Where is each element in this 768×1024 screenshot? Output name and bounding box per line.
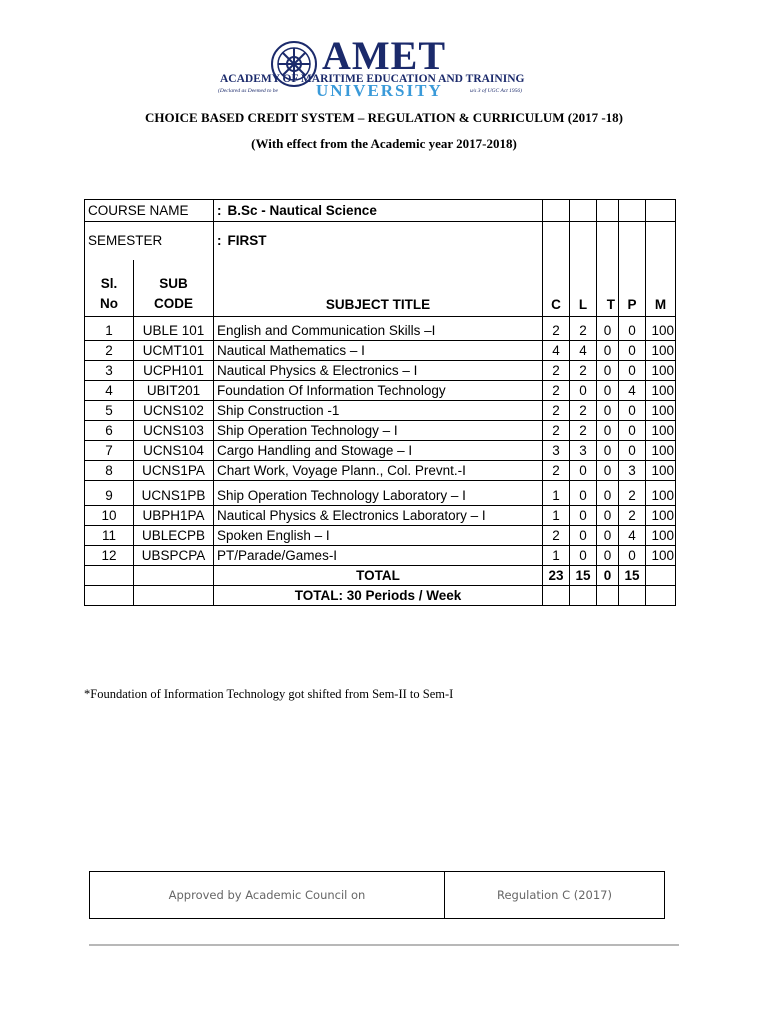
t-cell: 0 xyxy=(597,526,619,546)
p-cell: 2 xyxy=(619,506,646,526)
table-row xyxy=(85,381,676,401)
t-cell: 0 xyxy=(597,381,619,401)
logo-wordmark: AMET xyxy=(322,33,446,78)
p-cell: 0 xyxy=(619,317,646,341)
table-row xyxy=(85,441,676,461)
empty-cell xyxy=(570,586,597,606)
code-cell: UCNS1PB xyxy=(134,481,214,506)
course-name-label: COURSE NAME xyxy=(85,200,214,222)
t-cell: 0 xyxy=(597,341,619,361)
amet-logo xyxy=(218,33,540,104)
table-row xyxy=(85,526,676,546)
credits-header: C xyxy=(543,260,570,317)
table-row xyxy=(85,546,676,566)
sl-cell: 4 xyxy=(85,381,134,401)
code-cell: UCPH101 xyxy=(134,361,214,381)
title-cell: Nautical Physics & Electronics Laboratory – I xyxy=(214,506,543,526)
empty-cell xyxy=(619,586,646,606)
sl-cell: 10 xyxy=(85,506,134,526)
p-cell: 0 xyxy=(619,546,646,566)
l-cell: 0 xyxy=(570,546,597,566)
sl-cell: 9 xyxy=(85,481,134,506)
l-cell: 2 xyxy=(570,421,597,441)
subject-title-header: SUBJECT TITLE xyxy=(214,260,543,317)
t-cell: 0 xyxy=(597,317,619,341)
c-cell: 2 xyxy=(543,317,570,341)
empty-cell xyxy=(646,222,676,261)
empty-cell xyxy=(619,222,646,261)
code-cell: UBLE 101 xyxy=(134,317,214,341)
title-cell: Ship Operation Technology Laboratory – I xyxy=(214,481,543,506)
semester-label: SEMESTER xyxy=(85,222,214,261)
l-cell: 3 xyxy=(570,441,597,461)
sl-cell: 2 xyxy=(85,341,134,361)
p-cell: 0 xyxy=(619,421,646,441)
code-cell: UCNS104 xyxy=(134,441,214,461)
tutorial-header: T xyxy=(597,260,619,317)
total-l: 15 xyxy=(570,566,597,586)
sl-cell: 12 xyxy=(85,546,134,566)
title-cell: Ship Operation Technology – I xyxy=(214,421,543,441)
code-cell: UCMT101 xyxy=(134,341,214,361)
l-cell: 0 xyxy=(570,526,597,546)
c-cell: 3 xyxy=(543,441,570,461)
table-row xyxy=(85,341,676,361)
code-cell: UBSPCPA xyxy=(134,546,214,566)
logo-university-word: UNIVERSITY xyxy=(316,81,443,100)
semester-colon: : xyxy=(217,233,222,248)
p-cell: 4 xyxy=(619,526,646,546)
empty-cell xyxy=(619,200,646,222)
c-cell: 4 xyxy=(543,341,570,361)
logo-tagline-right: u/s 3 of UGC Act 1956) xyxy=(470,88,522,94)
m-cell: 100 xyxy=(646,526,676,546)
table-row xyxy=(85,361,676,381)
regulation-text: Regulation C (2017) xyxy=(497,888,612,902)
m-cell: 100 xyxy=(646,441,676,461)
table-row xyxy=(85,461,676,481)
title-cell: Nautical Physics & Electronics – I xyxy=(214,361,543,381)
title-cell: Ship Construction -1 xyxy=(214,401,543,421)
sl-cell: 11 xyxy=(85,526,134,546)
m-cell: 100 xyxy=(646,421,676,441)
logo-tagline-left: (Declared as Deemed to be xyxy=(218,88,278,94)
code-cell: UBLECPB xyxy=(134,526,214,546)
l-cell: 4 xyxy=(570,341,597,361)
t-cell: 0 xyxy=(597,401,619,421)
curriculum-table xyxy=(84,199,676,606)
p-cell: 0 xyxy=(619,341,646,361)
code-cell: UBIT201 xyxy=(134,381,214,401)
approved-by-text: Approved by Academic Council on xyxy=(90,872,445,918)
p-cell: 3 xyxy=(619,461,646,481)
footnote: *Foundation of Information Technology got shifted from Sem-II to Sem-I xyxy=(84,687,454,701)
l-cell: 2 xyxy=(570,401,597,421)
semester-value: FIRST xyxy=(227,233,267,248)
sl-cell: 1 xyxy=(85,317,134,341)
empty-cell xyxy=(543,200,570,222)
c-cell: 2 xyxy=(543,361,570,381)
total-row xyxy=(85,566,676,586)
total-label: TOTAL xyxy=(214,566,543,586)
empty-cell xyxy=(646,586,676,606)
sl-cell: 3 xyxy=(85,361,134,381)
sub-code-header xyxy=(134,260,214,317)
approval-footer xyxy=(89,871,665,919)
m-cell: 100 xyxy=(646,317,676,341)
p-cell: 4 xyxy=(619,381,646,401)
t-cell: 0 xyxy=(597,546,619,566)
c-cell: 2 xyxy=(543,381,570,401)
empty-cell xyxy=(570,222,597,261)
document-title: CHOICE BASED CREDIT SYSTEM – REGULATION & CURRICULUM (2017 -18) xyxy=(144,110,624,125)
title-cell: Chart Work, Voyage Plann., Col. Prevnt.-I xyxy=(214,461,543,481)
p-cell: 2 xyxy=(619,481,646,506)
m-cell: 100 xyxy=(646,461,676,481)
periods-row xyxy=(85,586,676,606)
c-cell: 1 xyxy=(543,506,570,526)
course-name-value: B.Sc - Nautical Science xyxy=(227,202,377,218)
t-cell: 0 xyxy=(597,441,619,461)
lecture-header: L xyxy=(570,260,597,317)
code-cell: UCNS103 xyxy=(134,421,214,441)
sl-cell: 7 xyxy=(85,441,134,461)
sl-header-line2: No xyxy=(100,296,118,311)
p-cell: 0 xyxy=(619,361,646,381)
table-row xyxy=(85,506,676,526)
empty-cell xyxy=(134,566,214,586)
title-cell: English and Communication Skills –I xyxy=(214,317,543,341)
empty-cell xyxy=(570,200,597,222)
table-row xyxy=(85,317,676,341)
empty-cell xyxy=(85,566,134,586)
course-name-cell xyxy=(214,200,543,222)
total-t: 0 xyxy=(597,566,619,586)
p-cell: 0 xyxy=(619,401,646,421)
empty-cell xyxy=(543,586,570,606)
code-cell: UCNS1PA xyxy=(134,461,214,481)
m-cell: 100 xyxy=(646,361,676,381)
empty-cell xyxy=(85,586,134,606)
semester-cell xyxy=(214,222,543,261)
page-divider xyxy=(89,944,679,946)
sl-cell: 6 xyxy=(85,421,134,441)
c-cell: 1 xyxy=(543,481,570,506)
semester-row xyxy=(85,222,676,261)
title-cell: Spoken English – I xyxy=(214,526,543,546)
c-cell: 1 xyxy=(543,546,570,566)
l-cell: 2 xyxy=(570,317,597,341)
code-header-line1: SUB xyxy=(159,276,188,291)
l-cell: 0 xyxy=(570,506,597,526)
periods-per-week: TOTAL: 30 Periods / Week xyxy=(214,586,543,606)
column-header-row xyxy=(85,260,676,317)
code-cell: UBPH1PA xyxy=(134,506,214,526)
t-cell: 0 xyxy=(597,481,619,506)
m-cell: 100 xyxy=(646,481,676,506)
table-row xyxy=(85,481,676,506)
sl-cell: 8 xyxy=(85,461,134,481)
table-row xyxy=(85,401,676,421)
c-cell: 2 xyxy=(543,461,570,481)
l-cell: 0 xyxy=(570,461,597,481)
m-cell: 100 xyxy=(646,341,676,361)
l-cell: 2 xyxy=(570,361,597,381)
empty-cell xyxy=(543,222,570,261)
title-cell: Foundation Of Information Technology xyxy=(214,381,543,401)
empty-cell xyxy=(597,586,619,606)
course-name-row xyxy=(85,200,676,222)
code-header-line2: CODE xyxy=(154,296,194,311)
logo-full-name: ACADEMY OF MARITIME EDUCATION AND TRAINING xyxy=(220,73,525,85)
course-name-colon: : xyxy=(217,202,222,218)
title-cell: Cargo Handling and Stowage – I xyxy=(214,441,543,461)
practical-header: P xyxy=(619,260,646,317)
marks-header: M xyxy=(646,260,676,317)
title-cell: Nautical Mathematics – I xyxy=(214,341,543,361)
empty-cell xyxy=(597,222,619,261)
total-p: 15 xyxy=(619,566,646,586)
m-cell: 100 xyxy=(646,401,676,421)
sl-cell: 5 xyxy=(85,401,134,421)
m-cell: 100 xyxy=(646,506,676,526)
c-cell: 2 xyxy=(543,401,570,421)
code-cell: UCNS102 xyxy=(134,401,214,421)
document-subtitle: (With effect from the Academic year 2017-2018) xyxy=(251,136,517,151)
total-m xyxy=(646,566,676,586)
t-cell: 0 xyxy=(597,461,619,481)
empty-cell xyxy=(134,586,214,606)
curriculum-table-body xyxy=(85,200,676,606)
sl-header-line1: Sl. xyxy=(100,276,118,291)
empty-cell xyxy=(597,200,619,222)
t-cell: 0 xyxy=(597,421,619,441)
t-cell: 0 xyxy=(597,361,619,381)
total-c: 23 xyxy=(543,566,570,586)
p-cell: 0 xyxy=(619,441,646,461)
sl-no-header xyxy=(85,260,134,317)
l-cell: 0 xyxy=(570,481,597,506)
l-cell: 0 xyxy=(570,381,597,401)
title-cell: PT/Parade/Games-I xyxy=(214,546,543,566)
t-cell: 0 xyxy=(597,506,619,526)
m-cell: 100 xyxy=(646,381,676,401)
m-cell: 100 xyxy=(646,546,676,566)
c-cell: 2 xyxy=(543,526,570,546)
c-cell: 2 xyxy=(543,421,570,441)
table-row xyxy=(85,421,676,441)
empty-cell xyxy=(646,200,676,222)
